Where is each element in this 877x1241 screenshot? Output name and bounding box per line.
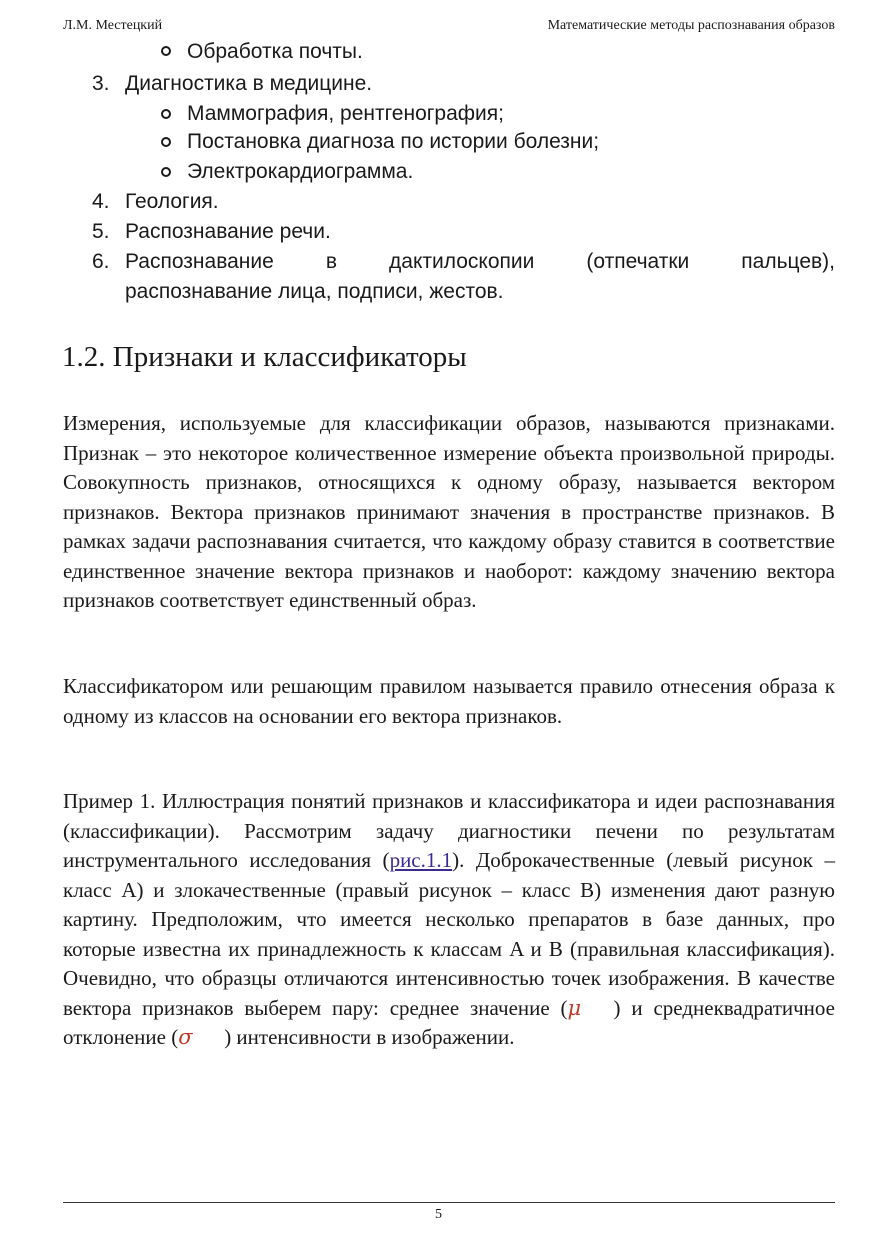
bullet-icon <box>161 167 171 177</box>
header-author: Л.М. Местецкий <box>63 18 163 33</box>
list-subitem: Постановка диагноза по истории болезни; <box>187 130 600 153</box>
list-item-label: Распознавание в дактилоскопии (отпечатки пальцев), <box>125 250 835 273</box>
list-subitem: Электрокардиограмма. <box>187 160 414 183</box>
running-header <box>63 16 835 36</box>
paragraph-features: Измерения, используемые для классификации образов, называются признаками. Признак – это некоторое количественное измерение объекта произвольной природы. Совокупность признаков, относящихся к одному образу, называется вектором признаков. Вектора признаков принимают значения в пространстве признаков. В рамках задачи распознавания считается, что каждому образу ставится в соответствие единственное значение вектора признаков и наоборот: каждому значению вектора признаков соответствует единственный образ. <box>63 411 835 612</box>
mu-symbol: μ <box>567 995 582 1020</box>
example-text: Пример 1. Иллюстрация понятий признаков и классификатора и идеи распознавания (классификации). Рассмотрим задачу диагностики печени по результатам инструментального исследования ( <box>63 789 835 872</box>
figure-link[interactable]: рис.1.1 <box>389 848 453 872</box>
list-subitem: Маммография, рентгенография; <box>187 102 504 125</box>
bullet-icon <box>161 46 171 56</box>
list-item-label-continuation: распознавание лица, подписи, жестов. <box>125 280 504 303</box>
list-number: 5. <box>92 220 110 243</box>
list-subitem: Обработка почты. <box>187 40 363 63</box>
paragraph-example <box>63 787 835 1053</box>
section-heading: 1.2. Признаки и классификаторы <box>62 341 467 373</box>
sigma-symbol: σ <box>178 1025 193 1049</box>
example-text: ). Доброкачественные (левый рисунок – класс A) и злокачественные (правый рисунок – класс B) изменения дают разную картину. Предположим, что имеется несколько препаратов в базе данных, про которые известна их принадлежность к классам A и B (правильная классификация). Очевидно, что образцы отличаются интенсивностью точек изображения. В качестве вектора признаков выберем пару: среднее значение ( <box>63 848 835 1020</box>
list-item-label: Диагностика в медицине. <box>125 72 373 95</box>
list-item-label: Распознавание речи. <box>125 220 331 243</box>
list-item-label: Геология. <box>125 190 219 213</box>
bullet-icon <box>161 137 171 147</box>
list-number: 3. <box>92 72 110 95</box>
bullet-icon <box>161 109 171 119</box>
example-text: ) интенсивности в изображении. <box>224 1025 515 1049</box>
footer-divider <box>63 1202 835 1203</box>
header-course-title: Математические методы распознавания образов <box>547 18 835 33</box>
paragraph-classifier: Классификатором или решающим правилом называется правило отнесения образа к одному из классов на основании его вектора признаков. <box>63 674 835 728</box>
page-number: 5 <box>435 1207 442 1222</box>
list-number: 4. <box>92 190 110 213</box>
list-number: 6. <box>92 250 110 273</box>
example-text: ) и среднеквадратичное отклонение ( <box>63 995 835 1049</box>
